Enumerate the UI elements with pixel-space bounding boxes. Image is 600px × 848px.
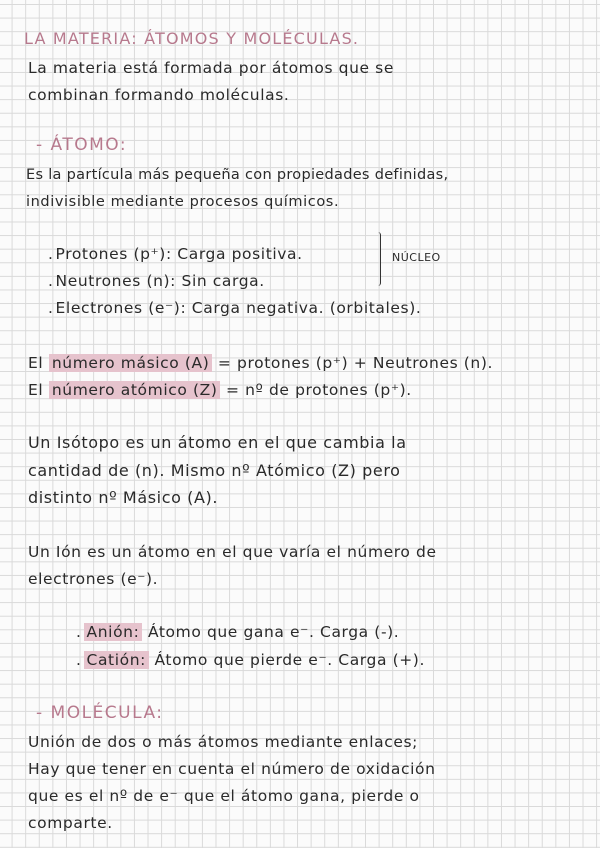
atomo-definition-1: Es la partícula más pequeña con propiedades definidas, bbox=[26, 167, 449, 183]
cation-term: Catión: bbox=[84, 651, 149, 669]
cation-line: . Catión: Átomo que pierde e⁻. Carga (+). bbox=[76, 651, 425, 669]
molecula-text-2: Hay que tener en cuenta el número de oxidación bbox=[28, 760, 436, 778]
molecula-heading: - MOLÉCULA: bbox=[36, 703, 164, 723]
nucleo-brace bbox=[372, 232, 381, 286]
bullet: . bbox=[48, 245, 54, 263]
nucleo-label: NÚCLEO bbox=[392, 251, 441, 264]
page-title: LA MATERIA: ÁTOMOS Y MOLÉCULAS. bbox=[24, 29, 360, 48]
intro-line-2: combinan formando moléculas. bbox=[28, 86, 290, 104]
isotopo-line-1: Un Isótopo es un átomo en el que cambia la bbox=[28, 433, 407, 452]
anion-term: Anión: bbox=[84, 623, 143, 641]
numero-masico-line: El número másico (A) = protones (p⁺) + Neutrones (n). bbox=[28, 354, 494, 372]
bullet: . bbox=[48, 299, 54, 317]
numero-atomico-line: El número atómico (Z) = nº de protones (p⁺). bbox=[28, 381, 412, 399]
atomo-definition-2: indivisible mediante procesos químicos. bbox=[26, 194, 340, 210]
numero-masico-highlight: número másico (A) bbox=[49, 354, 213, 372]
anion-line: . Anión: Átomo que gana e⁻. Carga (-). bbox=[76, 623, 400, 641]
particle-electrones: . Electrones (e⁻): Carga negativa. (orbitales). bbox=[48, 299, 422, 317]
bullet: . bbox=[48, 272, 54, 290]
bullet: . bbox=[76, 651, 82, 669]
molecula-text-1: Unión de dos o más átomos mediante enlaces; bbox=[28, 733, 418, 751]
isotopo-line-2: cantidad de (n). Mismo nº Atómico (Z) pero bbox=[28, 461, 401, 480]
isotopo-line-3: distinto nº Másico (A). bbox=[28, 488, 219, 507]
molecula-text-4: comparte. bbox=[28, 814, 113, 832]
intro-line-1: La materia está formada por átomos que se bbox=[28, 59, 394, 77]
particle-neutrones: . Neutrones (n): Sin carga. bbox=[48, 272, 265, 290]
particle-protones: . Protones (p⁺): Carga positiva. bbox=[48, 245, 303, 263]
bullet: . bbox=[76, 623, 82, 641]
ion-line-2: electrones (e⁻). bbox=[28, 570, 159, 588]
numero-atomico-highlight: número atómico (Z) bbox=[49, 381, 221, 399]
ion-line-1: Un Ión es un átomo en el que varía el número de bbox=[28, 543, 437, 561]
molecula-text-3: que es el nº de e⁻ que el átomo gana, pierde o bbox=[28, 787, 420, 805]
atomo-heading: - ÁTOMO: bbox=[36, 135, 128, 155]
